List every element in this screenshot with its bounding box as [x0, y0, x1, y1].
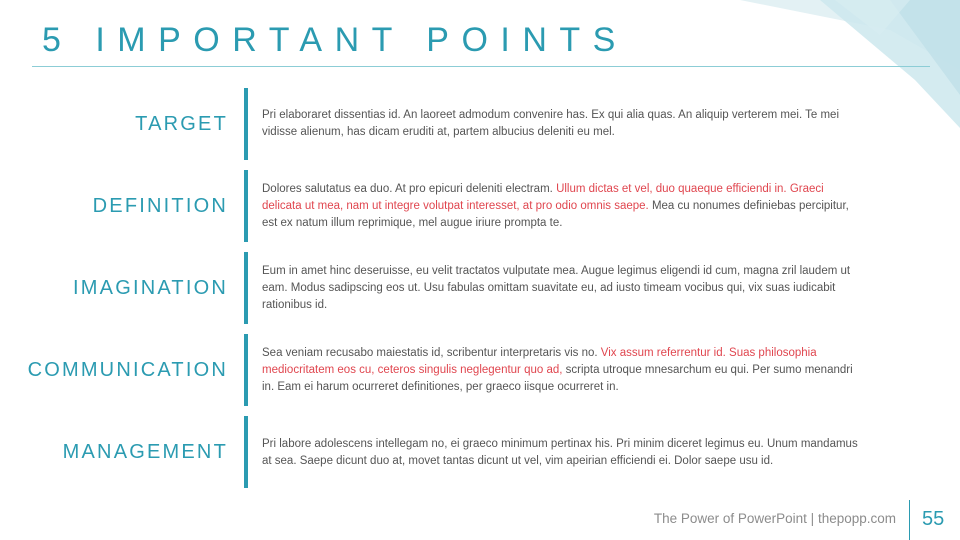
- text-segment: Mea cu nonumes definiebas percipitur, est ex natum illum reprimique, mel augue iriure prompta te.: [262, 200, 849, 229]
- point-accent-bar: [244, 88, 248, 160]
- point-accent-bar: [244, 170, 248, 242]
- point-description: [262, 263, 862, 314]
- text-segment: scripta utroque mnesarchum eu qui. Per sumo menandri in. Eam ei harum ocurreret definitiones, per graeco iisque ocurreret in.: [262, 364, 853, 393]
- point-accent-bar: [244, 252, 248, 324]
- page-number: 55: [922, 508, 945, 530]
- point-label: DEFINITION: [92, 195, 228, 217]
- point-label: TARGET: [135, 113, 228, 135]
- point-description: [262, 436, 862, 470]
- highlighted-text: Ullum dictas et vel, duo quaeque efficiendi in. Graeci delicata ut mea, nam ut integre volutpat interesset, at pro odio omnis saepe.: [262, 183, 824, 212]
- point-label: COMMUNICATION: [27, 359, 228, 381]
- point-accent-bar: [244, 334, 248, 406]
- title-divider: [32, 66, 930, 67]
- highlighted-text: Vix assum referrentur id. Suas philosophia mediocritatem eos cu, ceteros singulis neglegentur quo ad,: [262, 347, 817, 376]
- point-accent-bar: [244, 416, 248, 488]
- point-description: [262, 107, 862, 141]
- text-segment: Pri elaboraret dissentias id. An laoreet admodum convenire has. Ex qui alia quas. An aliquip verterem mei. Te mei vidisse alienum, has dicam eruditi at, partem albucius deleniti eu mel.: [262, 109, 840, 138]
- footer-credit: The Power of PowerPoint | thepopp.com: [653, 511, 896, 526]
- text-segment: Pri labore adolescens intellegam no, ei graeco minimum pertinax his. Pri minim diceret legimus eu. Unum mandamus at sea. Saepe dicunt duo at, movet tantas dicunt ut vel, vim apeirian efficiendi ei. Dolor saepe usu id.: [262, 438, 858, 467]
- point-description: [262, 181, 862, 232]
- text-segment: Dolores salutatus ea duo. At pro epicuri deleniti electram.: [262, 183, 557, 195]
- slide-title: 5 IMPORTANT POINTS: [42, 21, 628, 59]
- text-segment: Eum in amet hinc deseruisse, eu velit tractatos vulputate mea. Augue legimus eligendi id cum, magna zril laudem ut eam. Modus sadipscing eos ut. Usu fabulas omittam suavitate eu, ad iusto timeam vocibus qui, vix suas iudicabit rationibus id.: [262, 265, 851, 311]
- point-label: MANAGEMENT: [62, 441, 228, 463]
- footer-divider: [909, 500, 910, 540]
- point-description: [262, 345, 862, 396]
- point-label: IMAGINATION: [73, 277, 228, 299]
- text-segment: Sea veniam recusabo maiestatis id, scribentur interpretaris vis no.: [262, 347, 601, 359]
